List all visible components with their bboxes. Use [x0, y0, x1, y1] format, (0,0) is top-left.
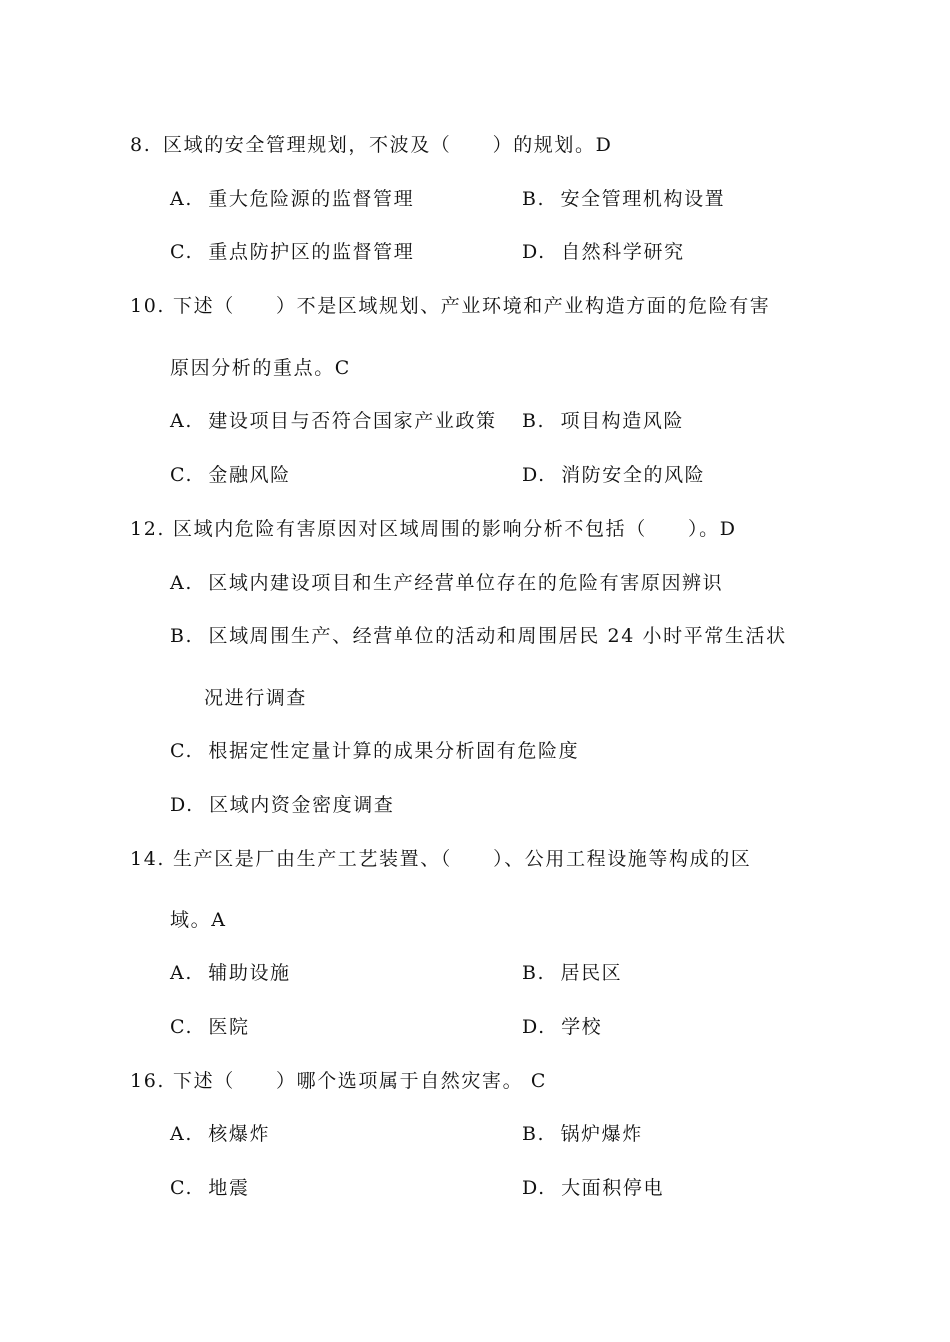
question-12-stem: 区域内危险有害原因对区域周围的影响分析不包括（ ）。D — [173, 518, 737, 540]
question-8-option-a: A. 重大危险源的监督管理 — [170, 188, 415, 210]
question-16-option-d: D. 大面积停电 — [522, 1177, 665, 1199]
question-14-stem-line1: 生产区是厂由生产工艺装置、（ ）、公用工程设施等构成的区 — [173, 848, 752, 870]
question-8-option-b: B. 安全管理机构设置 — [522, 188, 726, 210]
question-14-number: 14. — [130, 848, 166, 870]
question-16-option-c: C. 地震 — [170, 1177, 250, 1199]
question-8-option-c: C. 重点防护区的监督管理 — [170, 241, 415, 263]
question-10-option-c: C. 金融风险 — [170, 464, 291, 486]
question-10-option-d: D. 消防安全的风险 — [522, 464, 706, 486]
question-16-option-b: B. 锅炉爆炸 — [522, 1123, 643, 1145]
question-14-option-b: B. 居民区 — [522, 962, 623, 984]
question-10-stem-line1: 下述（ ）不是区域规划、产业环境和产业构造方面的危险有害 — [173, 295, 771, 317]
question-12-number: 12. — [130, 518, 166, 540]
question-10-option-b: B. 项目构造风险 — [522, 410, 685, 432]
question-14-stem-line2: 域。A — [170, 909, 227, 931]
question-8-number: 8. — [130, 134, 152, 156]
question-8-option-d: D. 自然科学研究 — [522, 241, 685, 263]
question-8-stem: 区域的安全管理规划，不波及（ ）的规划。D — [163, 134, 613, 156]
question-14-option-d: D. 学校 — [522, 1016, 603, 1038]
question-12-option-a: A. 区域内建设项目和生产经营单位存在的危险有害原因辨识 — [170, 572, 724, 594]
question-10-option-a: A. 建设项目与否符合国家产业政策 — [170, 410, 497, 432]
question-10-number: 10. — [130, 295, 166, 317]
question-16-number: 16. — [130, 1070, 166, 1092]
question-12-option-c: C. 根据定性定量计算的成果分析固有危险度 — [170, 740, 580, 762]
question-10-stem-line2: 原因分析的重点。C — [170, 357, 351, 379]
question-12-option-b-continued: 况进行调查 — [204, 687, 308, 709]
question-16-option-a: A. 核爆炸 — [170, 1123, 271, 1145]
question-14-option-a: A. 辅助设施 — [170, 962, 291, 984]
question-16-stem: 下述（ ）哪个选项属于自然灾害。 C — [173, 1070, 547, 1092]
question-14-option-c: C. 医院 — [170, 1016, 250, 1038]
question-12-option-b: B. 区域周围生产、经营单位的活动和周围居民 24 小时平常生活状 — [170, 625, 787, 647]
question-12-option-d: D. 区域内资金密度调查 — [170, 794, 395, 816]
